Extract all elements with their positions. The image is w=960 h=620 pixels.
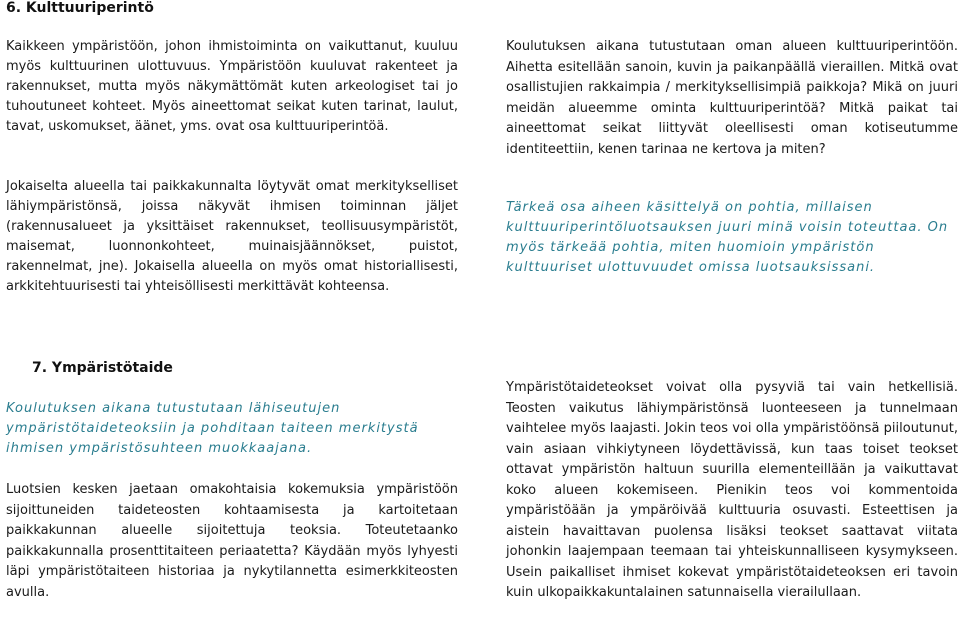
section-7-highlight-intro: Koulutuksen aikana tutustutaan lähiseutujen ympäristötaideteoksiin ja pohditaan taiteen merkitystä ihmisen ympäristösuhteen muokkaajana. xyxy=(6,401,419,456)
section-7-right-paragraph: Ympäristötaideteokset voivat olla pysyviä tai vain hetkellisiä. Teosten vaikutus lähiympäristönsä luonteeseen ja tunnelmaan vaihtelee myös laajasti. Jokin teos voi olla ympäristöönsä piiloutunut, vain asiaan vihkiytyneen löydettävissä, kun taas toiset teokset ottavat ympäristön haltuun suurilla elementeillään ja vaikuttavat koko alueen kokemiseen. Pienikin teos voi kommentoida ympäristöään ja ympäröivää kulttuuria osuvasti. Esteettisen ja aistein havaittavan puolensa lisäksi teokset saattavat viitata johonkin laajempaan teemaan tai yhteiskunnalliseen kysymykseen. Usein paikalliset ihmiset kokevat ympäristötaideteoksen eri tavoin kuin ulkopaikkakuntalainen satunnaisella vierailullaan. xyxy=(506,380,958,600)
section-6-right-paragraph: Koulutuksen aikana tutustutaan oman alueen kulttuuriperintöön. Aihetta esitellään sanoin, kuvin ja paikanpäällä vieraillen. Mitkä ovat osallistujien rakkaimpia / merkityksellisimpiä paikkoja? Mikä on juuri meidän alueemme ominta kulttuuriperintöä? Mitkä paikat tai aineettomat seikat liittyvät oleellisesti oman kotiseutumme identiteettiin, kenen tarinaa ne kertova ja miten? xyxy=(506,39,958,157)
section-7-paragraph-1: Luotsien kesken jaetaan omakohtaisia kokemuksia ympäristöön sijoittuneiden taideteosten kohtaamisesta ja kartoitetaan paikkakunnan alueelle sijoitettuja teoksia. Toteutetaanko paikkakunnalla prosenttitaiteen periaatetta? Käydään myös lyhyesti läpi ympäristötaiteen historiaa ja nykytilannetta esimerkkiteosten avulla. xyxy=(6,482,458,600)
section-6-paragraph-2: Jokaiselta alueella tai paikkakunnalta löytyvät omat merkitykselliset lähiympäristönsä, joissa näkyvät ihmisen toiminnan jäljet (rakennusalueet ja yksittäiset rakennukset, teollisuusympäristöt, maisemat, luonnonkohteet, muinaisjäännökset, puistot, rakennelmat, jne). Jokaisella alueella on myös omat historiallisesti, arkkitehtuurisesti tai yhteisöllisesti merkittävät kohteensa. xyxy=(6,179,458,294)
section-6-title: 6. Kulttuuriperintö xyxy=(6,0,154,16)
section-7-title: 7. Ympäristötaide xyxy=(32,360,173,376)
section-6-paragraph-1: Kaikkeen ympäristöön, johon ihmistoiminta on vaikuttanut, kuuluu myös kulttuurinen ulottuvuus. Ympäristöön kuuluvat rakenteet ja rakennukset, mutta myös näkymättömät kuten arkeologiset tai jo tuhoutuneet kohteet. Myös aineettomat seikat kuten tarinat, laulut, tavat, uskomukset, äänet, yms. ovat osa kulttuuriperintöä. xyxy=(6,39,458,134)
section-6-highlight-paragraph: Tärkeä osa aiheen käsittelyä on pohtia, millaisen kulttuuriperintöluotsauksen juuri minä voisin toteuttaa. On myös tärkeää pohtia, miten huomioin ympäristön kulttuuriset ulottuvuudet omissa luotsauksissani. xyxy=(506,200,949,275)
